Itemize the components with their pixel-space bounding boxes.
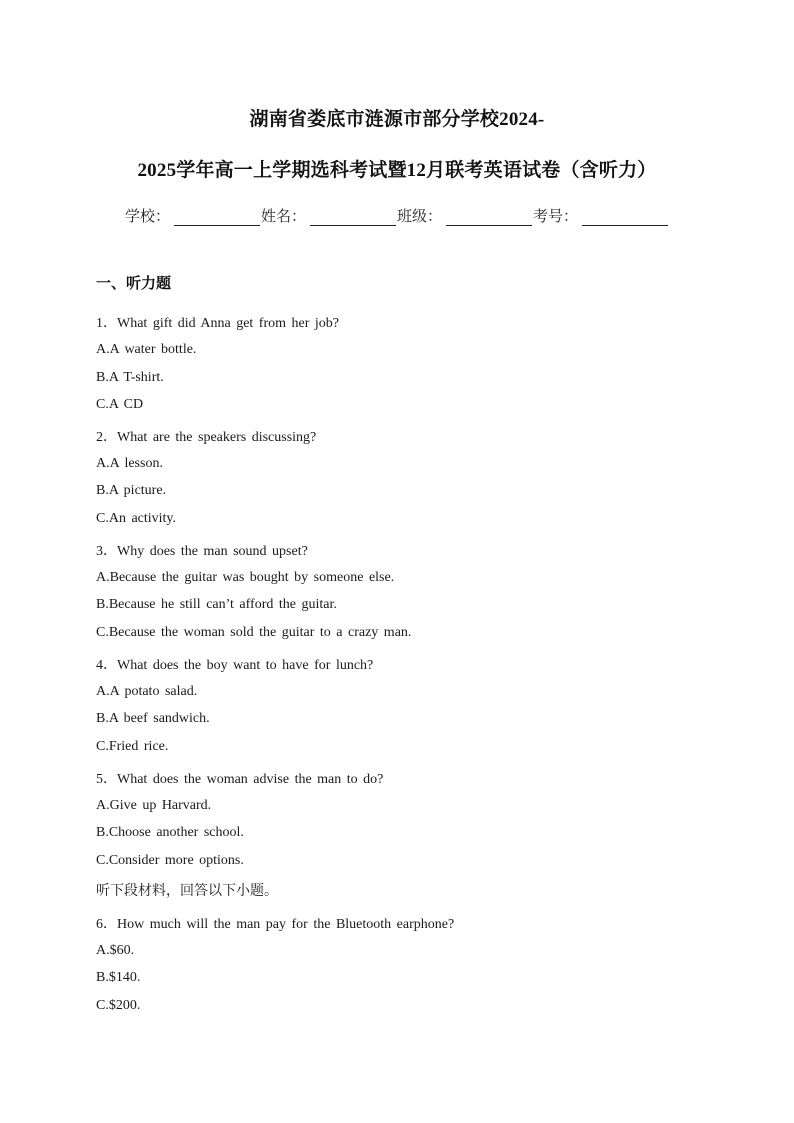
question-1-option-c: C.A CD bbox=[96, 397, 144, 412]
question-number: 6． bbox=[96, 917, 117, 932]
question-text: What does the boy want to have for lunch? bbox=[117, 658, 374, 673]
question-5 bbox=[96, 768, 383, 788]
question-number: 2． bbox=[96, 430, 117, 445]
school-label: 学校： bbox=[125, 207, 171, 225]
question-number: 1． bbox=[96, 316, 117, 331]
question-6 bbox=[96, 913, 454, 933]
document-title-line-1: 湖南省娄底市涟源市部分学校2024- bbox=[249, 109, 545, 130]
question-text: Why does the man sound upset? bbox=[117, 544, 308, 559]
question-text: What does the woman advise the man to do? bbox=[117, 772, 384, 787]
section-heading-listening: 一、听力题 bbox=[96, 274, 172, 292]
class-field bbox=[397, 205, 533, 226]
question-5-option-c: C.Consider more options. bbox=[96, 853, 244, 868]
question-3-option-b: B.Because he still can’t afford the guitar. bbox=[96, 597, 337, 612]
question-3-option-a: A.Because the guitar was bought by someone else. bbox=[96, 570, 395, 585]
question-3-option-c: C.Because the woman sold the guitar to a crazy man. bbox=[96, 625, 412, 640]
question-text: What are the speakers discussing? bbox=[117, 430, 317, 445]
question-4-option-a: A.A potato salad. bbox=[96, 684, 198, 699]
name-field bbox=[261, 205, 397, 226]
exam-number-label: 考号： bbox=[533, 207, 579, 225]
exam-number-field bbox=[533, 205, 669, 226]
class-blank bbox=[446, 209, 532, 226]
school-blank bbox=[174, 209, 260, 226]
question-4 bbox=[96, 654, 373, 674]
question-6-option-a: A.$60. bbox=[96, 943, 135, 958]
question-5-option-a: A.Give up Harvard. bbox=[96, 798, 212, 813]
name-label: 姓名： bbox=[261, 207, 307, 225]
school-field bbox=[125, 205, 261, 226]
question-1-option-b: B.A T-shirt. bbox=[96, 370, 164, 385]
question-3 bbox=[96, 540, 308, 560]
question-text: How much will the man pay for the Bluetooth earphone? bbox=[117, 917, 455, 932]
question-1-option-a: A.A water bottle. bbox=[96, 342, 197, 357]
question-2 bbox=[96, 426, 316, 446]
question-number: 3． bbox=[96, 544, 117, 559]
student-info-row bbox=[125, 205, 669, 226]
question-2-option-c: C.An activity. bbox=[96, 511, 177, 526]
question-5-option-b: B.Choose another school. bbox=[96, 825, 244, 840]
class-label: 班级： bbox=[397, 207, 443, 225]
question-4-option-c: C.Fried rice. bbox=[96, 739, 169, 754]
question-6-option-b: B.$140. bbox=[96, 970, 141, 985]
listening-instruction: 听下段材料，回答以下小题。 bbox=[96, 883, 278, 899]
question-4-option-b: B.A beef sandwich. bbox=[96, 711, 210, 726]
name-blank bbox=[310, 209, 396, 226]
question-number: 4． bbox=[96, 658, 117, 673]
document-title-line-2: 2025学年高一上学期选科考试暨12月联考英语试卷（含听力） bbox=[137, 160, 657, 181]
question-1 bbox=[96, 312, 339, 332]
question-2-option-a: A.A lesson. bbox=[96, 456, 163, 471]
question-6-option-c: C.$200. bbox=[96, 998, 141, 1013]
exam-number-blank bbox=[582, 209, 668, 226]
question-text: What gift did Anna get from her job? bbox=[117, 316, 339, 331]
question-2-option-b: B.A picture. bbox=[96, 483, 167, 498]
question-number: 5． bbox=[96, 772, 117, 787]
